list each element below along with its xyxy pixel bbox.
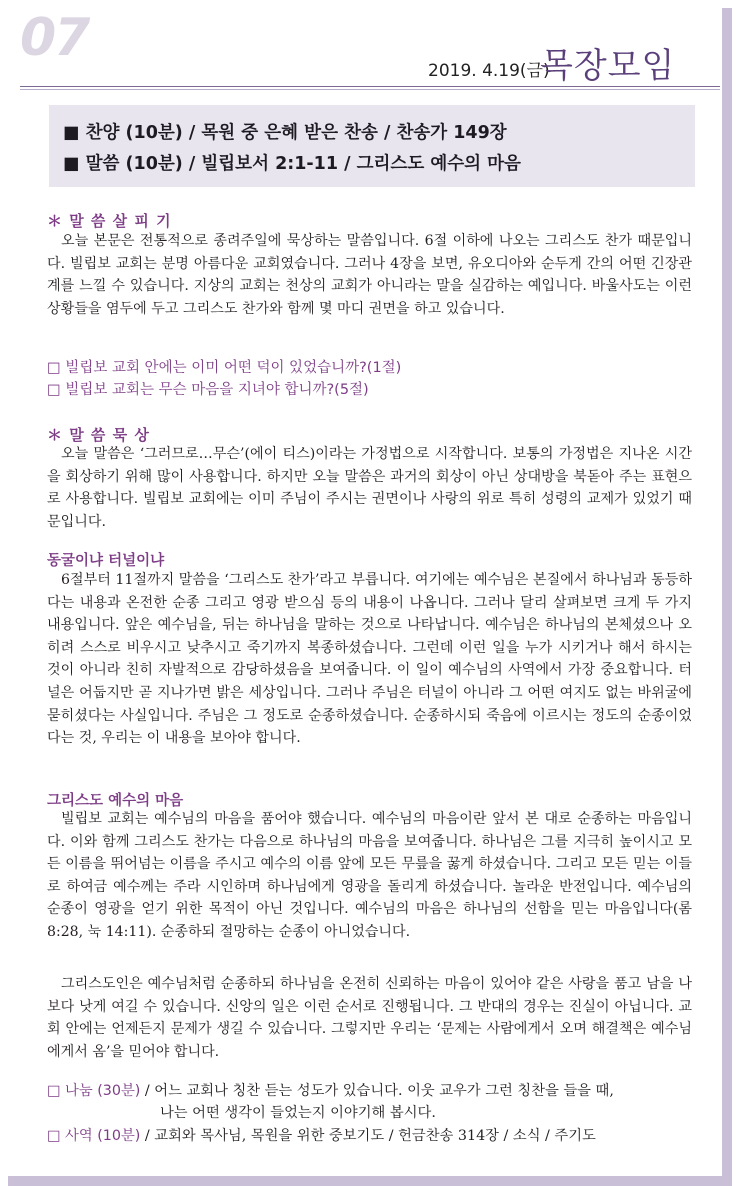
section-heading-cave-or-tunnel: 동굴이냐 터널이냐 xyxy=(47,553,165,569)
ministry-text: / 교회와 목사님, 목원을 위한 중보기도 / 헌금찬송 314장 / 소식 / 주기도 xyxy=(140,1128,596,1144)
section-body-meditation xyxy=(47,443,692,533)
question-item: □ 빌립보 교회 안에는 이미 어떤 덕이 있었습니까?(1절) xyxy=(47,360,402,376)
sharing-text-continued: 나는 어떤 생각이 들었는지 이야기해 봅시다. xyxy=(160,1105,436,1121)
header-divider-secondary xyxy=(20,89,720,90)
paragraph: 그리스도인은 예수님처럼 순종하되 하나님을 온전히 신뢰하는 마음이 있어야 같은 사랑을 품고 남을 나보다 낫게 여길 수 있습니다. 신앙의 일은 이런 순서로 진행됩니다. 그 반대의 경우는 진실이 아닙니다. 교회 안에는 언제든지 문제가 생길 수 있습니다. 그렇지만 우리는 ‘문제는 사람에게서 오며 해결책은 예수님에게서 옴’을 믿어야 합니다. xyxy=(47,976,692,1060)
summary-word-line: ■ 말씀 (10분) / 빌립보서 2:1-11 / 그리스도 예수의 마음 xyxy=(63,154,521,174)
page-number: 07 xyxy=(20,8,89,68)
header-divider xyxy=(20,86,720,87)
section-heading-meditation: ＊ 말 씀 묵 상 xyxy=(47,426,150,444)
section-heading-mind-of-christ: 그리스도 예수의 마음 xyxy=(47,793,184,809)
section-body-cave-or-tunnel xyxy=(47,569,692,750)
summary-praise-line: ■ 찬양 (10분) / 목원 중 은혜 받은 찬송 / 찬송가 149장 xyxy=(63,123,507,143)
meeting-date: 2019. 4.19(금) xyxy=(428,61,550,81)
section-body-mind-of-christ-2 xyxy=(47,973,692,1063)
section-body-word-review xyxy=(47,230,692,320)
program-summary-box xyxy=(49,105,695,187)
sharing-item xyxy=(47,1080,614,1100)
paragraph: 6절부터 11절까지 말씀을 ‘그리스도 찬가’라고 부릅니다. 여기에는 예수님은 본질에서 하나님과 동등하다는 내용과 온전한 순종 그리고 영광 받으심 등의 내용이 나옵니다. 그러나 달리 살펴보면 크게 두 가지 내용입니다. 앞은 예수님을, 뒤는 하나님을 말하는 것으로 나타납니다. 예수님은 하나님의 본체셨으나 오히려 스스로 비우시고 낮추시고 죽기까지 복종하셨습니다. 그런데 이런 일을 누가 시키거나 해서 하시는 것이 아니라 친히 자발적으로 감당하셨음을 보여줍니다. 이 일이 예수님의 사역에서 가장 중요합니다. 터널은 어둡지만 곧 지나가면 밝은 세상입니다. 그러나 주님은 터널이 아니라 그 어떤 여지도 없는 바위굴에 묻히셨다는 사실입니다. 주님은 그 정도로 순종하셨습니다. 순종하시되 죽음에 이르시는 정도의 순종이었다는 것, 우리는 이 내용을 보아야 합니다. xyxy=(47,572,692,747)
sharing-item-continued xyxy=(160,1102,436,1122)
sharing-text: / 어느 교회나 칭찬 듣는 성도가 있습니다. 이웃 교우가 그런 칭찬을 들을 때, xyxy=(140,1083,614,1099)
section-body-mind-of-christ xyxy=(47,808,692,944)
ministry-label: □ 사역 (10분) xyxy=(47,1128,141,1144)
sharing-label: □ 나눔 (30분) xyxy=(47,1083,141,1099)
paragraph: 오늘 본문은 전통적으로 종려주일에 묵상하는 말씀입니다. 6절 이하에 나오는 그리스도 찬가 때문입니다. 빌립보 교회는 분명 아름다운 교회였습니다. 그러나 4장을 보면, 유오디아와 순두게 간의 어떤 긴장관계를 느낄 수 있습니다. 지상의 교회는 천상의 교회가 아니라는 말을 실감하는 예입니다. 바울사도는 이런 상황들을 염두에 두고 그리스도 찬가와 함께 몇 마디 권면을 하고 있습니다. xyxy=(47,233,692,317)
paragraph: 빌립보 교회는 예수님의 마음을 품어야 했습니다. 예수님의 마음이란 앞서 본 대로 순종하는 마음입니다. 이와 함께 그리스도 찬가는 다음으로 하나님의 마음을 보여줍니다. 하나님은 그를 지극히 높이시고 모든 이름을 뛰어넘는 이름을 주시고 예수의 이름 앞에 모든 무릎을 꿇게 하셨습니다. 그리고 모든 믿는 이들로 하여금 예수께는 주라 시인하며 하나님에게 영광을 돌리게 하셨습니다. 놀라운 반전입니다. 예수님의 순종이 영광을 얻기 위한 목적이 아닌 것입니다. 예수님의 마음은 하나님의 선함을 믿는 마음입니다(롬 8:28, 눅 14:11). 순종하되 절망하는 순종이 아니었습니다. xyxy=(47,811,692,940)
paragraph: 오늘 말씀은 ‘그러므로…무슨’(에이 티스)이라는 가정법으로 시작합니다. 보통의 가정법은 지나온 시간을 회상하기 위해 많이 사용합니다. 하지만 오늘 말씀은 과거의 회상이 아닌 상대방을 북돋아 주는 표현으로 사용합니다. 빌립보 교회에는 이미 주님이 주시는 권면이나 사랑의 위로 특히 성령의 교제가 있었기 때문입니다. xyxy=(47,446,692,530)
section-heading-word-review: ＊ 말 씀 살 피 기 xyxy=(47,212,172,230)
page-title: 목장모임 xyxy=(540,46,676,86)
ministry-item xyxy=(47,1125,596,1145)
question-item: □ 빌립보 교회는 무슨 마음을 지녀야 합니까?(5절) xyxy=(47,382,369,398)
